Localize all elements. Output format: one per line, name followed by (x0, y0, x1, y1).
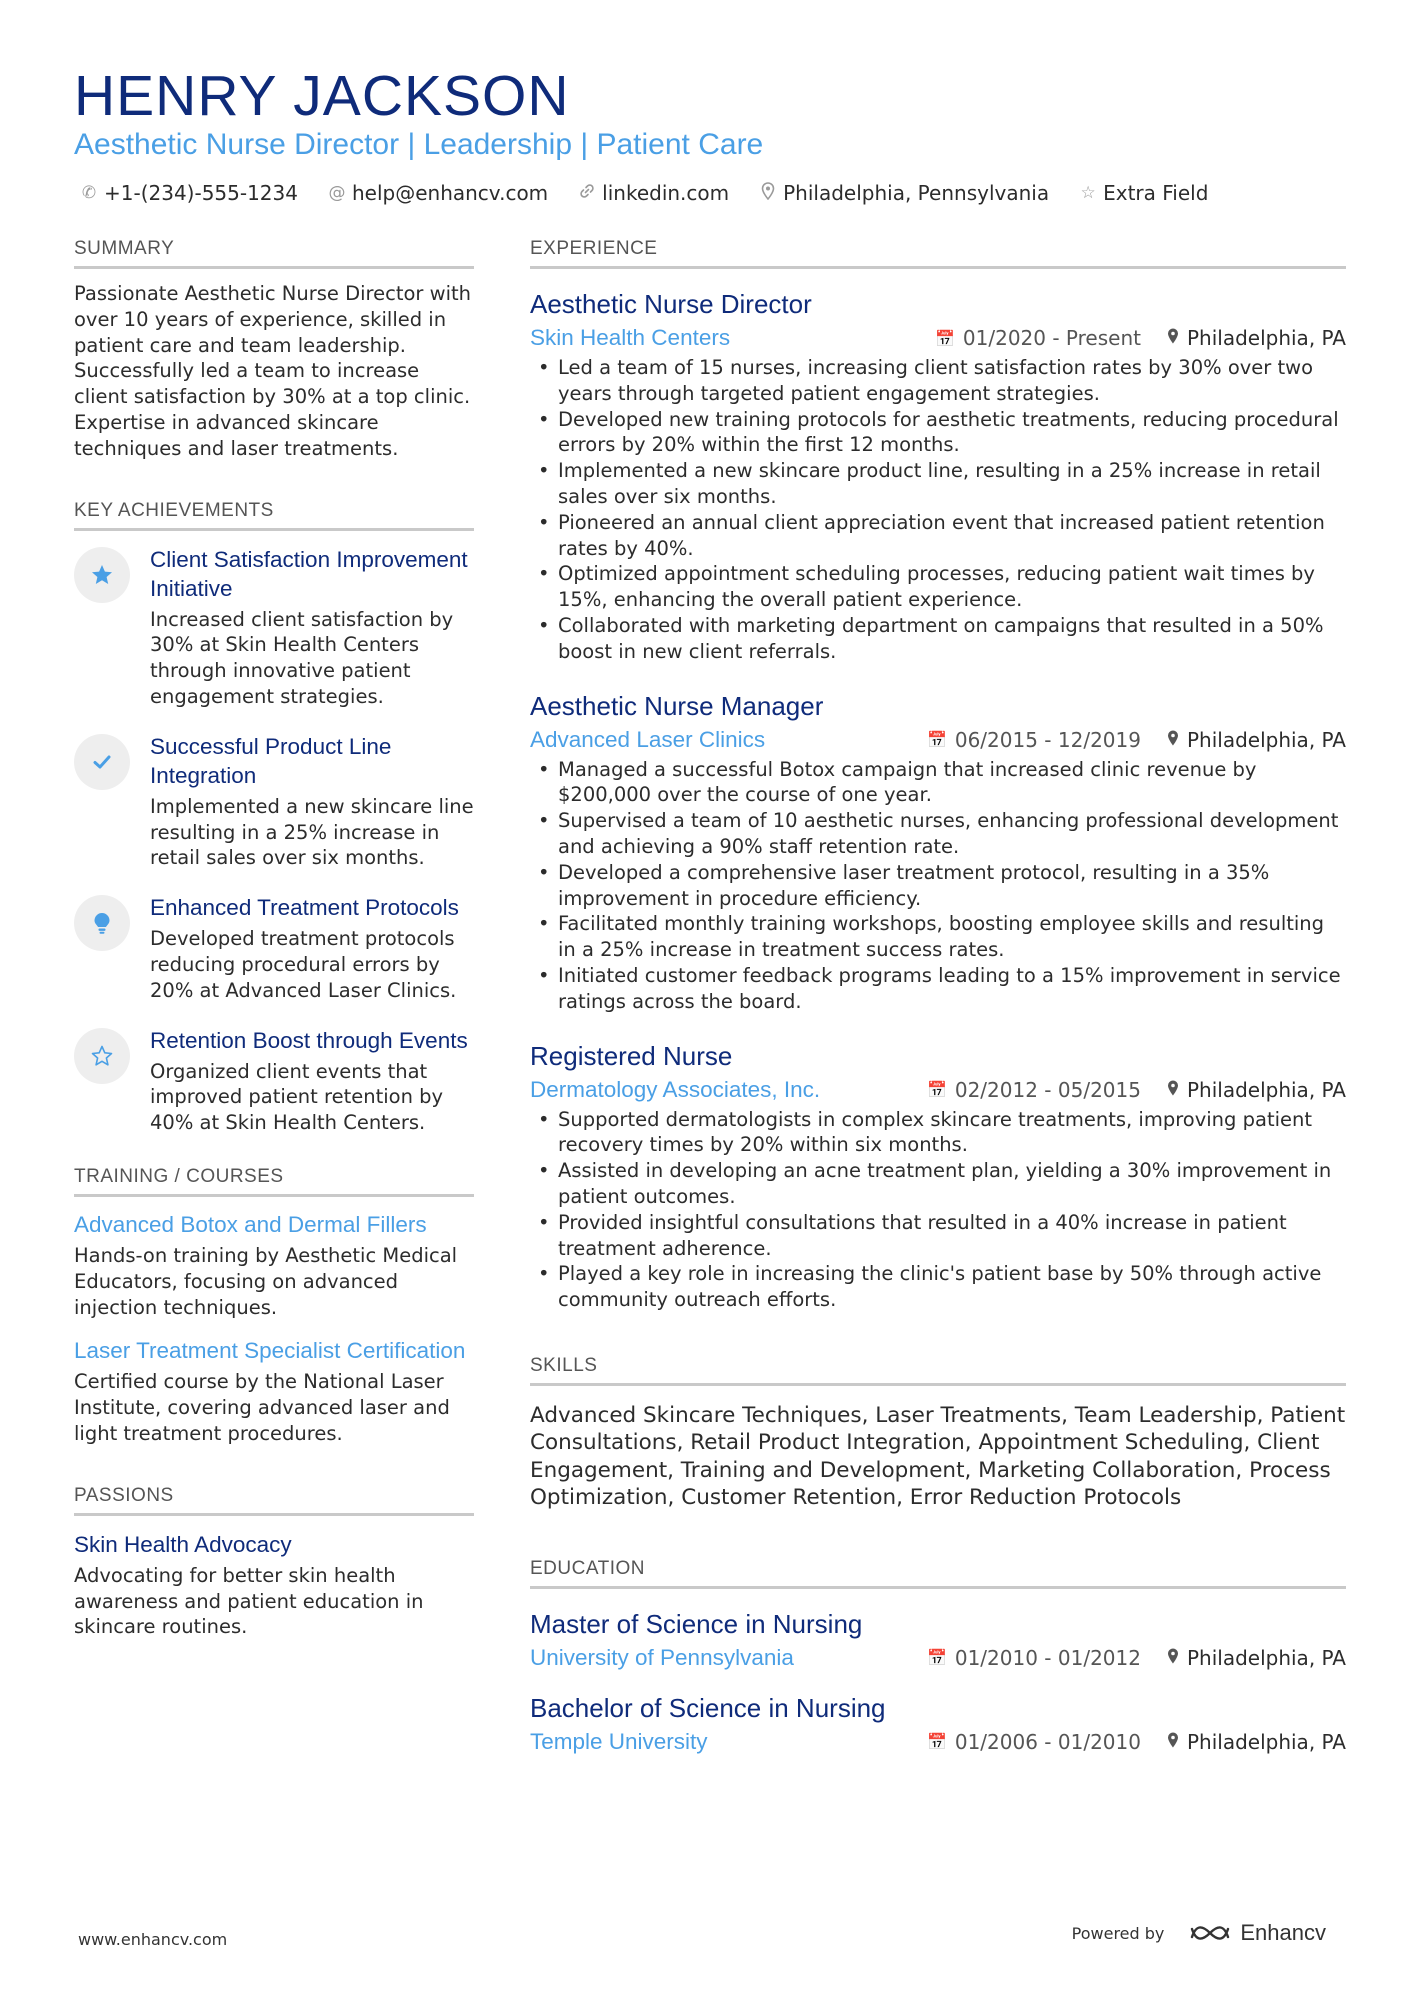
job-entry (530, 287, 1346, 665)
passions-heading: PASSIONS (74, 1483, 474, 1516)
training-heading: TRAINING / COURSES (74, 1164, 474, 1197)
left-column (74, 236, 474, 1640)
at-icon: @ (328, 183, 346, 203)
bullet-item: • Optimized appointment scheduling processes, reducing patient wait times by 15%, enhancing the overall patient experience. (530, 561, 1346, 613)
star-outline-icon: ☆ (1080, 183, 1096, 203)
job-title: Aesthetic Nurse Director (530, 289, 812, 319)
contact-linkedin[interactable] (578, 181, 729, 205)
contact-extra-text: Extra Field (1103, 181, 1209, 205)
job-bullets (530, 1107, 1346, 1313)
job-location: Philadelphia, PA (1186, 1077, 1346, 1102)
education-entry (530, 1691, 1346, 1757)
calendar-icon: 📅 (926, 1732, 947, 1752)
footer-branding (1072, 1920, 1326, 1946)
bullet-item: • Supported dermatologists in complex skincare treatments, improving patient recovery times by 20% within six months. (530, 1107, 1346, 1159)
job-dates: 06/2015 - 12/2019 (954, 727, 1141, 752)
job-entry (530, 689, 1346, 1015)
education-location: Philadelphia, PA (1186, 1645, 1346, 1670)
bullet-item: • Supervised a team of 10 aesthetic nurses, enhancing professional development and achieving a 90% staff retention rate. (530, 808, 1346, 860)
achievement-item (74, 893, 474, 1003)
company-name: Skin Health Centers (530, 325, 731, 350)
skills-heading: SKILLS (530, 1353, 1346, 1386)
achievements-list (74, 545, 474, 1136)
contact-email[interactable] (328, 181, 548, 205)
location-pin-icon (759, 182, 777, 205)
enhancv-logo-icon (1188, 1921, 1232, 1945)
calendar-icon: 📅 (926, 730, 947, 750)
bullet-item: • Facilitated monthly training workshops, boosting employee skills and resulting in a 25% increase in treatment success rates. (530, 911, 1346, 963)
achievement-description: Increased client satisfaction by 30% at Skin Health Centers through innovative patient engagement strategies. (150, 607, 454, 708)
education-dates: 01/2006 - 01/2010 (954, 1729, 1141, 1754)
bullet-item: • Initiated customer feedback programs leading to a 15% improvement in service ratings across the board. (530, 963, 1346, 1015)
job-title: Aesthetic Nurse Manager (530, 690, 824, 721)
achievement-title: Enhanced Treatment Protocols (150, 895, 459, 921)
achievement-item (74, 545, 474, 710)
job-bullets (530, 757, 1346, 1015)
star-icon (74, 547, 130, 603)
education-entry (530, 1607, 1346, 1673)
course-item (74, 1337, 474, 1447)
passion-item (74, 1530, 474, 1640)
location-pin-icon (1167, 328, 1179, 348)
powered-by-label: Powered by (1071, 1923, 1165, 1943)
bullet-item: • Pioneered an annual client appreciation event that increased patient retention rates by 40%. (530, 510, 1346, 562)
bullet-item: • Managed a successful Botox campaign that increased clinic revenue by $200,000 over the course of one year. (530, 757, 1346, 809)
summary-text: Passionate Aesthetic Nurse Director with over 10 years of experience, skilled in patient care and team leadership. Successfully led a team to increase client satisfaction by 30% at a top clinic. Expertise in advanced skincare techniques and laser treatments. (74, 282, 472, 460)
achievement-item (74, 1026, 474, 1136)
achievements-heading: KEY ACHIEVEMENTS (74, 498, 474, 531)
bullet-item: • Developed a comprehensive laser treatment protocol, resulting in a 35% improvement in procedure efficiency. (530, 860, 1346, 912)
summary-heading: SUMMARY (74, 236, 474, 269)
contact-phone[interactable] (80, 181, 298, 205)
job-title: Registered Nurse (530, 1040, 733, 1071)
phone-icon: ✆ (81, 183, 97, 203)
bullet-item: • Led a team of 15 nurses, increasing client satisfaction rates by 30% over two years through targeted patient engagement strategies. (530, 355, 1346, 407)
brand-logo[interactable] (1188, 1920, 1326, 1946)
course-item (74, 1211, 474, 1321)
bullet-item: • Developed new training protocols for aesthetic treatments, reducing procedural errors by 20% within the first 12 months. (530, 407, 1346, 459)
check-icon (74, 734, 130, 790)
skills-text: Advanced Skincare Techniques, Laser Treatments, Team Leadership, Patient Consultations, Retail Product Integration, Appointment Scheduling, Client Engagement, Training and Development, Marketing Collaboration, Process Optimization, Customer Retention, Error Reduction Protocols (530, 1402, 1346, 1511)
calendar-icon: 📅 (926, 1648, 947, 1668)
school-name: Temple University (530, 1728, 708, 1754)
calendar-icon: 📅 (926, 1080, 947, 1100)
bullet-item: • Played a key role in increasing the clinic's patient base by 50% through active community outreach efforts. (530, 1261, 1346, 1313)
passion-title: Skin Health Advocacy (74, 1531, 292, 1557)
education-dates: 01/2010 - 01/2012 (954, 1645, 1141, 1670)
brand-name: Enhancv (1240, 1920, 1326, 1945)
footer-website[interactable]: www.enhancv.com (78, 1930, 228, 1949)
contact-extra (1079, 181, 1208, 205)
bullet-item: • Provided insightful consultations that resulted in a 40% increase in patient treatment adherence. (530, 1210, 1346, 1262)
education-location: Philadelphia, PA (1186, 1729, 1346, 1754)
bullet-item: • Collaborated with marketing department on campaigns that resulted in a 50% boost in new client referrals. (530, 613, 1346, 665)
job-location: Philadelphia, PA (1186, 727, 1346, 752)
location-pin-icon (1167, 730, 1179, 750)
course-description: Hands-on training by Aesthetic Medical Educators, focusing on advanced injection techniques. (74, 1244, 458, 1320)
degree-title: Master of Science in Nursing (530, 1608, 863, 1639)
star-outline-icon (74, 1028, 130, 1084)
achievement-title: Successful Product Line Integration (150, 733, 392, 788)
passion-description: Advocating for better skin health awareness and patient education in skincare routines. (74, 1563, 424, 1639)
company-name: Advanced Laser Clinics (530, 726, 766, 752)
contact-location (759, 181, 1049, 205)
contact-location-text: Philadelphia, Pennsylvania (783, 181, 1050, 205)
candidate-headline: Aesthetic Nurse Director | Leadership | Patient Care (74, 128, 764, 161)
achievement-title: Client Satisfaction Improvement Initiative (150, 546, 468, 601)
experience-heading: EXPERIENCE (530, 236, 1346, 269)
calendar-icon: 📅 (934, 328, 955, 348)
candidate-name: HENRY JACKSON (74, 64, 570, 128)
location-pin-icon (1167, 1732, 1179, 1752)
education-heading: EDUCATION (530, 1556, 1346, 1589)
link-icon (578, 183, 596, 204)
achievement-description: Organized client events that improved patient retention by 40% at Skin Health Centers. (150, 1059, 444, 1135)
achievement-item (74, 732, 474, 871)
company-name: Dermatology Associates, Inc. (530, 1076, 821, 1102)
job-bullets (530, 355, 1346, 665)
location-pin-icon (1167, 1648, 1179, 1668)
job-dates: 02/2012 - 05/2015 (954, 1077, 1141, 1102)
course-description: Certified course by the National Laser Institute, covering advanced laser and light treatment procedures. (74, 1370, 450, 1445)
right-column (530, 236, 1346, 1757)
course-title: Laser Treatment Specialist Certification (74, 1337, 466, 1363)
contact-bar (80, 178, 1238, 208)
contact-linkedin-text: linkedin.com (602, 181, 730, 205)
lightbulb-icon (74, 895, 130, 951)
degree-title: Bachelor of Science in Nursing (530, 1692, 886, 1723)
bullet-item: • Implemented a new skincare product line, resulting in a 25% increase in retail sales over six months. (530, 458, 1346, 510)
course-title: Advanced Botox and Dermal Fillers (74, 1211, 427, 1237)
achievement-description: Implemented a new skincare line resulting in a 25% increase in retail sales over six months. (150, 794, 474, 870)
achievement-description: Developed treatment protocols reducing procedural errors by 20% at Advanced Laser Clinics. (150, 927, 457, 1002)
contact-email-text: help@enhancv.com (351, 181, 549, 205)
school-name: University of Pennsylvania (530, 1644, 794, 1670)
job-entry (530, 1039, 1346, 1313)
achievement-title: Retention Boost through Events (150, 1027, 468, 1053)
location-pin-icon (1167, 1080, 1179, 1100)
bullet-item: • Assisted in developing an acne treatment plan, yielding a 30% improvement in patient outcomes. (530, 1158, 1346, 1210)
job-location: Philadelphia, PA (1186, 326, 1346, 350)
contact-phone-text: +1-(234)-555-1234 (104, 181, 298, 205)
job-dates: 01/2020 - Present (962, 326, 1141, 350)
